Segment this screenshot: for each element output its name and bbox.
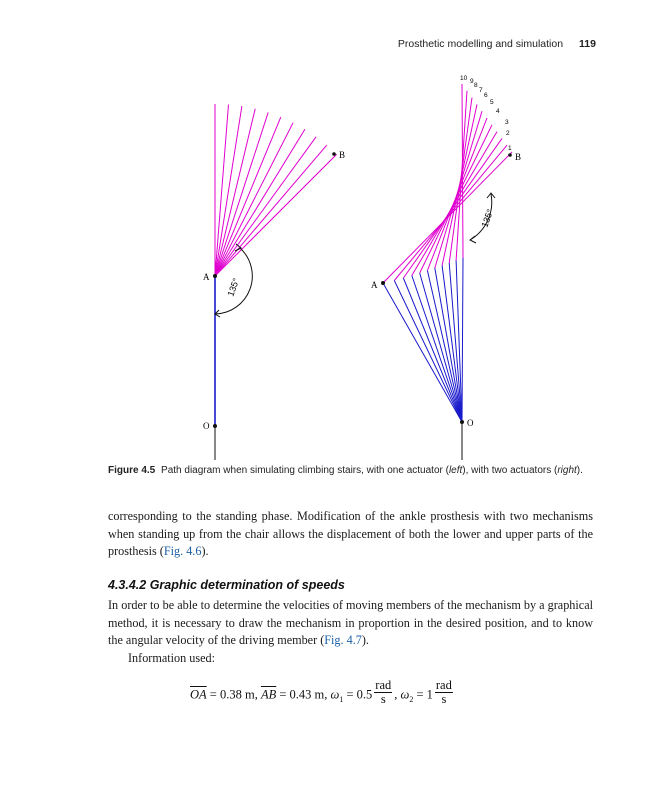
paragraph-1-text: corresponding to the standing phase. Modification of the ankle prosthesis with two mechanisms when standing up from the chair allows the displacement of both the lower and upper parts of the prosthesis ( xyxy=(108,509,593,559)
left-diagram xyxy=(203,104,345,460)
left-upper-link-position xyxy=(215,129,305,276)
section-heading: 4.3.4.2 Graphic determination of speeds xyxy=(108,578,345,592)
omega2-unit-fraction xyxy=(435,679,453,706)
given-values-equation xyxy=(190,672,510,708)
left-upper-link-position xyxy=(215,145,327,276)
caption-text-1: Path diagram when simulating climbing stairs, with one actuator ( xyxy=(161,465,449,476)
left-joint-o xyxy=(213,424,217,428)
right-label-b: B xyxy=(515,152,522,162)
position-number-9: 9 xyxy=(470,78,474,85)
oa-symbol: $\overline{OA}$ xyxy=(190,687,207,702)
omega1-unit-fraction xyxy=(374,679,392,706)
fig-4-6-link[interactable]: Fig. 4.6 xyxy=(163,544,202,559)
paragraph-standing-phase xyxy=(108,508,593,561)
caption-text-2: ), with two actuators ( xyxy=(462,465,558,476)
right-diagram xyxy=(371,75,521,460)
left-label-b: B xyxy=(339,150,346,160)
left-label-a: A xyxy=(203,272,210,282)
position-number-3: 3 xyxy=(505,119,509,126)
left-upper-link-positions xyxy=(215,104,337,276)
right-lower-link-position xyxy=(462,258,463,422)
omega1-unit-denominator: s xyxy=(380,692,386,706)
caption-text-3: ). xyxy=(576,465,583,476)
right-joint-a xyxy=(381,281,385,285)
left-upper-link-position xyxy=(215,112,268,276)
page-number: 119 xyxy=(579,38,596,50)
left-label-o: O xyxy=(203,421,210,431)
equation-separator: , xyxy=(394,687,401,702)
right-position-numbers xyxy=(460,75,512,152)
running-head-title: Prosthetic modelling and simulation xyxy=(397,38,564,50)
paragraph-graphic-method xyxy=(108,597,593,650)
right-lower-link-positions xyxy=(383,258,463,422)
position-number-1: 1 xyxy=(508,145,512,152)
left-upper-link-position xyxy=(215,154,337,276)
omega2-unit-denominator: s xyxy=(441,692,447,706)
right-lower-link-position xyxy=(412,276,462,423)
figure-caption xyxy=(108,463,594,478)
right-label-a: A xyxy=(371,280,378,290)
omega1-symbol: ω xyxy=(330,687,340,702)
ab-symbol: $\overline{AB}$ xyxy=(260,687,277,702)
left-angle-label: 135° xyxy=(225,276,242,298)
position-number-8: 8 xyxy=(474,82,478,89)
right-upper-link-position xyxy=(462,84,463,258)
paragraph-1-end: ). xyxy=(201,544,209,559)
position-number-2: 2 xyxy=(506,130,510,137)
position-number-5: 5 xyxy=(490,99,494,106)
omega2-unit-numerator: rad xyxy=(435,678,452,692)
fig-4-7-link[interactable]: Fig. 4.7 xyxy=(324,633,362,648)
oa-value: = 0.38 m, xyxy=(206,687,261,702)
caption-left-word: left xyxy=(448,465,463,476)
caption-right-word: right xyxy=(557,465,577,476)
ab-value: = 0.43 m, xyxy=(276,687,331,702)
omega2-subscript: 2 xyxy=(409,694,414,704)
position-number-7: 7 xyxy=(479,87,483,94)
right-point-b xyxy=(508,153,512,157)
left-joint-a xyxy=(213,274,217,278)
left-upper-link-position xyxy=(215,105,229,277)
right-joint-o xyxy=(460,420,464,424)
right-angle-label: 135° xyxy=(479,207,496,229)
omega2-symbol: ω xyxy=(400,687,410,702)
right-upper-link-position xyxy=(456,91,467,261)
left-point-b xyxy=(332,152,336,156)
left-upper-link-position xyxy=(215,137,316,276)
omega1-subscript: 1 xyxy=(339,694,344,704)
paragraph-2-text: In order to be able to determine the velocities of moving members of the mechanism by a graphical method, it is necessary to draw the mechanism in proportion in the desired position, and to know the angular velocity of the driving member ( xyxy=(108,598,593,648)
right-upper-link-positions xyxy=(383,84,512,283)
paragraph-information-used: Information used: xyxy=(128,651,215,665)
position-number-6: 6 xyxy=(484,92,488,99)
omega1-value: = 0.5 xyxy=(343,687,373,702)
position-number-10: 10 xyxy=(460,75,468,82)
position-number-4: 4 xyxy=(496,108,500,115)
paragraph-2-end: ). xyxy=(361,633,369,648)
figure-label: Figure 4.5 xyxy=(108,465,156,476)
omega2-value: = 1 xyxy=(413,687,433,702)
omega1-unit-numerator: rad xyxy=(375,678,392,692)
right-label-o: O xyxy=(467,418,474,428)
